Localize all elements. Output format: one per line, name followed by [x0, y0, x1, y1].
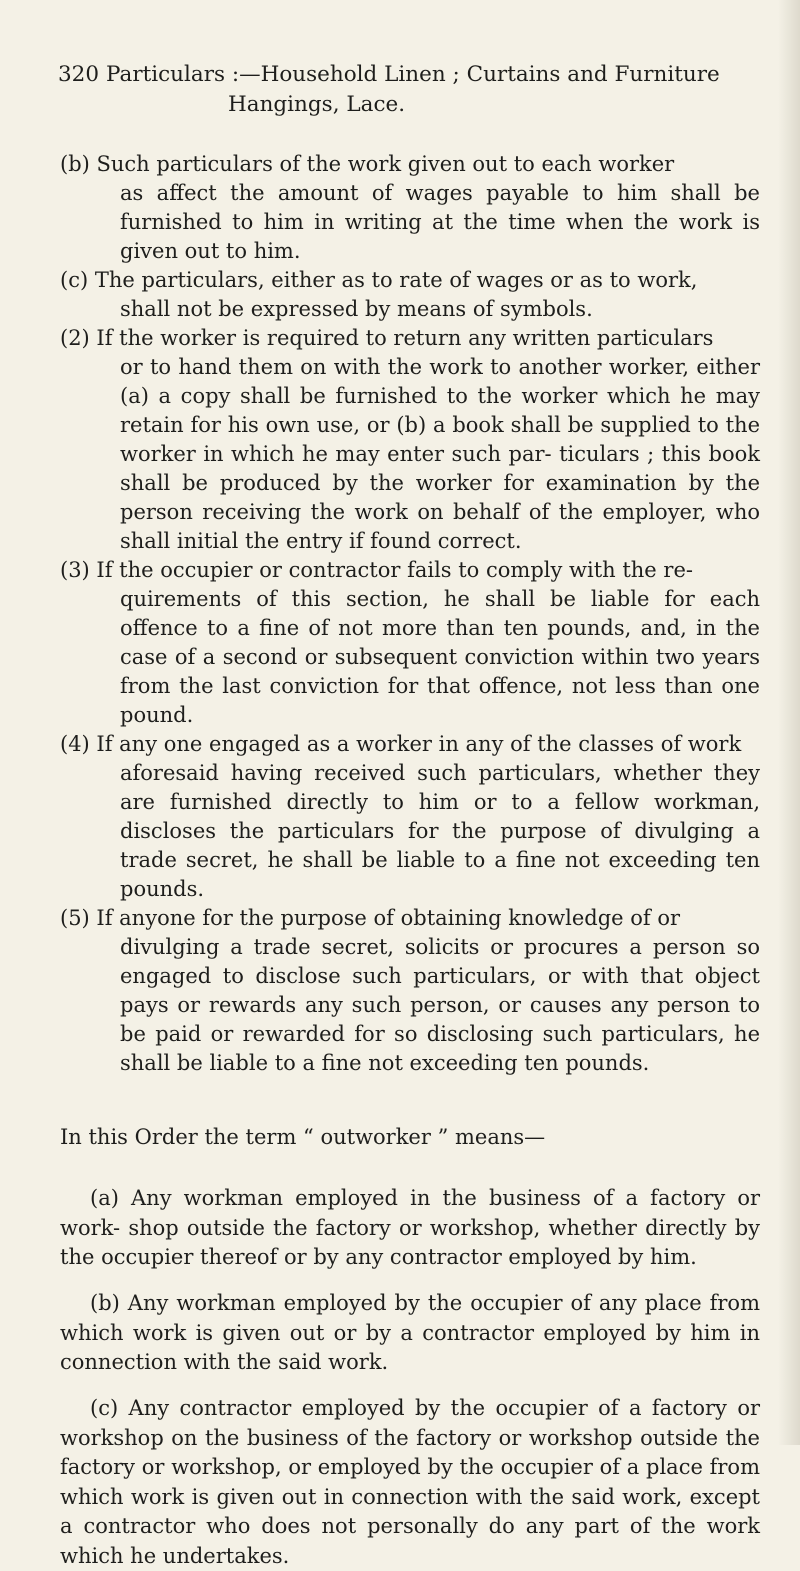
clause-body: or to hand them on with the work to another worker, either (a) a copy shall be furnished to the worker which he may retain for his own use, or (b) a book shall be supplied to the worker in which he may enter such par- ticulars ; this book shall be produced by the worker for examination by the person receiving the work on behalf of the employer, who shall initial the entry if found correct. [120, 355, 760, 553]
definition-c [60, 1394, 760, 1571]
clause-first-line: (5) If anyone for the purpose of obtaining knowledge of or [60, 906, 681, 930]
definition-text: (b) Any workman employed by the occupier of any place from which work is given out or by a contractor employed by him in connection with the said work. [60, 1291, 760, 1374]
clause-body: aforesaid having received such particulars, whether they are furnished directly to him or to a fellow workman, discloses the particulars for the purpose of divulging a trade secret, he shall be liable to a fine not exceeding ten pounds. [120, 761, 760, 901]
clause-first-line: (c) The particulars, either as to rate of wages or as to work, [60, 268, 698, 292]
clause-first-line: (4) If any one engaged as a worker in any of the classes of work [60, 732, 742, 756]
clause-body: shall not be expressed by means of symbols. [120, 297, 593, 321]
definition-text: (c) Any contractor employed by the occupier of a factory or workshop on the business of the factory or workshop outside the factory or workshop, or employed by the occupier of a place from which work is given out in connection with the said work, except a contractor who does not personally do any part of the work which he undertakes. [60, 1396, 760, 1568]
clause-4 [60, 730, 760, 904]
clause-body: divulging a trade secret, solicits or procures a person so engaged to disclose such particulars, or with that object pays or rewards any such person, or causes any person to be paid or rewarded for so disclosing such particulars, he shall be liable to a fine not exceeding ten pounds. [120, 935, 760, 1075]
definition-b [60, 1289, 760, 1378]
definition-text: (a) Any workman employed in the business of a factory or work- shop outside the factory or workshop, whether directly by the occupier thereof or by any contractor employed by him. [60, 1186, 760, 1269]
clause-1c [60, 266, 760, 324]
clause-1b [60, 150, 760, 266]
clause-body: as affect the amount of wages payable to him shall be furnished to him in writing at the time when the work is given out to him. [120, 181, 760, 263]
clause-first-line: (b) Such particulars of the work given out to each worker [60, 152, 675, 176]
definition-a [60, 1184, 760, 1273]
clause-3 [60, 556, 760, 730]
header-subtitle: Hangings, Lace. [228, 92, 406, 117]
page-edge-shadow [778, 0, 800, 1445]
clause-2 [60, 324, 760, 556]
header-title: Particulars :—Household Linen ; Curtains and Furniture [106, 62, 720, 87]
page-number: 320 [58, 62, 100, 87]
definition-intro: In this Order the term “ outworker ” means— [60, 1125, 546, 1149]
clause-first-line: (3) If the occupier or contractor fails to comply with the re- [60, 558, 693, 582]
clause-5 [60, 904, 760, 1078]
clause-first-line: (2) If the worker is required to return any written particulars [60, 326, 714, 350]
clause-body: quirements of this section, he shall be liable for each offence to a fine of not more than ten pounds, and, in the case of a second or subsequent conviction within two years from the last conviction for that offence, not less than one pound. [120, 587, 760, 727]
